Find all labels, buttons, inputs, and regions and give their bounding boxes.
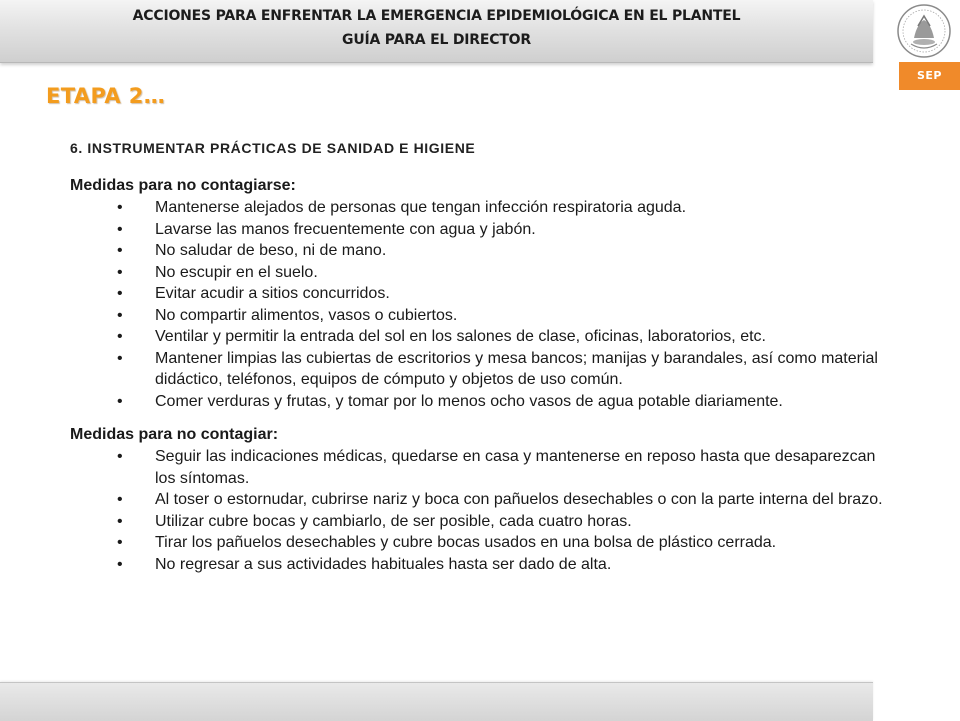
bullet-icon: • [117, 534, 123, 551]
list-item [70, 283, 900, 305]
group-title: Medidas para no contagiar: [70, 426, 279, 443]
list-item [70, 262, 900, 284]
footer-bar [0, 682, 873, 721]
bullet-icon: • [117, 392, 123, 410]
coat-of-arms-seal-icon [894, 2, 954, 60]
bullet-icon: • [117, 285, 123, 302]
section-heading: 6. INSTRUMENTAR PRÁCTICAS DE SANIDAD E HIGIENE [70, 140, 476, 156]
group-title: Medidas para no contagiarse: [70, 177, 296, 194]
header-subtitle: GUÍA PARA EL DIRECTOR [342, 32, 531, 48]
bullet-icon: • [117, 220, 123, 238]
measures-list [70, 197, 900, 412]
list-item [70, 511, 900, 533]
stage-title: ETAPA 2… [46, 84, 166, 108]
bullet-icon: • [117, 328, 123, 345]
bullet-icon: • [117, 448, 123, 465]
list-item [70, 391, 900, 413]
list-item [70, 489, 900, 511]
list-item-text: No compartir alimentos, vasos o cubiertos. [155, 306, 458, 324]
list-item-text: No regresar a sus actividades habituales hasta ser dado de alta. [155, 555, 612, 573]
bullet-icon: • [117, 512, 123, 530]
list-item [70, 219, 900, 241]
list-item [70, 197, 900, 219]
measures-list [70, 446, 900, 575]
bullet-icon: • [117, 555, 123, 573]
list-item [70, 446, 900, 489]
list-item-text: Mantenerse alejados de personas que tengan infección respiratoria aguda. [155, 199, 687, 216]
list-item-text: Al toser o estornudar, cubrirse nariz y boca con pañuelos desechables o con la parte interna del brazo. [155, 491, 883, 508]
list-item-text: Lavarse las manos frecuentemente con agua y jabón. [155, 220, 536, 238]
list-item [70, 348, 900, 391]
bullet-icon: • [117, 199, 123, 216]
list-item [70, 305, 900, 327]
list-item-text: Comer verduras y frutas, y tomar por lo menos ocho vasos de agua potable diariamente. [155, 392, 783, 410]
list-item [70, 554, 900, 576]
main-content [70, 140, 900, 587]
bullet-icon: • [117, 349, 123, 367]
seal-logo [889, 0, 960, 62]
list-item-text: Mantener limpias las cubiertas de escritorios y mesa bancos; manijas y barandales, así como material didáctico, teléfonos, equipos de cómputo y objetos de uso común. [155, 349, 878, 388]
list-item-text: Seguir las indicaciones médicas, quedarse en casa y mantenerse en reposo hasta que desaparezcan los síntomas. [155, 448, 876, 487]
list-item [70, 240, 900, 262]
list-item-text: Evitar acudir a sitios concurridos. [155, 285, 390, 302]
bullet-icon: • [117, 491, 123, 508]
list-item [70, 326, 900, 348]
header-title: ACCIONES PARA ENFRENTAR LA EMERGENCIA EPIDEMIOLÓGICA EN EL PLANTEL [132, 8, 741, 24]
list-item-text: Utilizar cubre bocas y cambiarlo, de ser posible, cada cuatro horas. [155, 512, 632, 530]
bullet-icon: • [117, 242, 123, 259]
bullet-icon: • [117, 306, 123, 324]
list-item-text: Ventilar y permitir la entrada del sol en los salones de clase, oficinas, laboratorios, etc. [155, 328, 766, 345]
measures-groups [70, 175, 900, 575]
bullet-icon: • [117, 263, 123, 281]
list-item-text: Tirar los pañuelos desechables y cubre bocas usados en una bolsa de plástico cerrada. [155, 534, 777, 551]
header-bar [0, 0, 873, 63]
sep-badge: SEP [899, 62, 960, 90]
list-item-text: No escupir en el suelo. [155, 263, 318, 281]
list-item [70, 532, 900, 554]
list-item-text: No saludar de beso, ni de mano. [155, 242, 387, 259]
